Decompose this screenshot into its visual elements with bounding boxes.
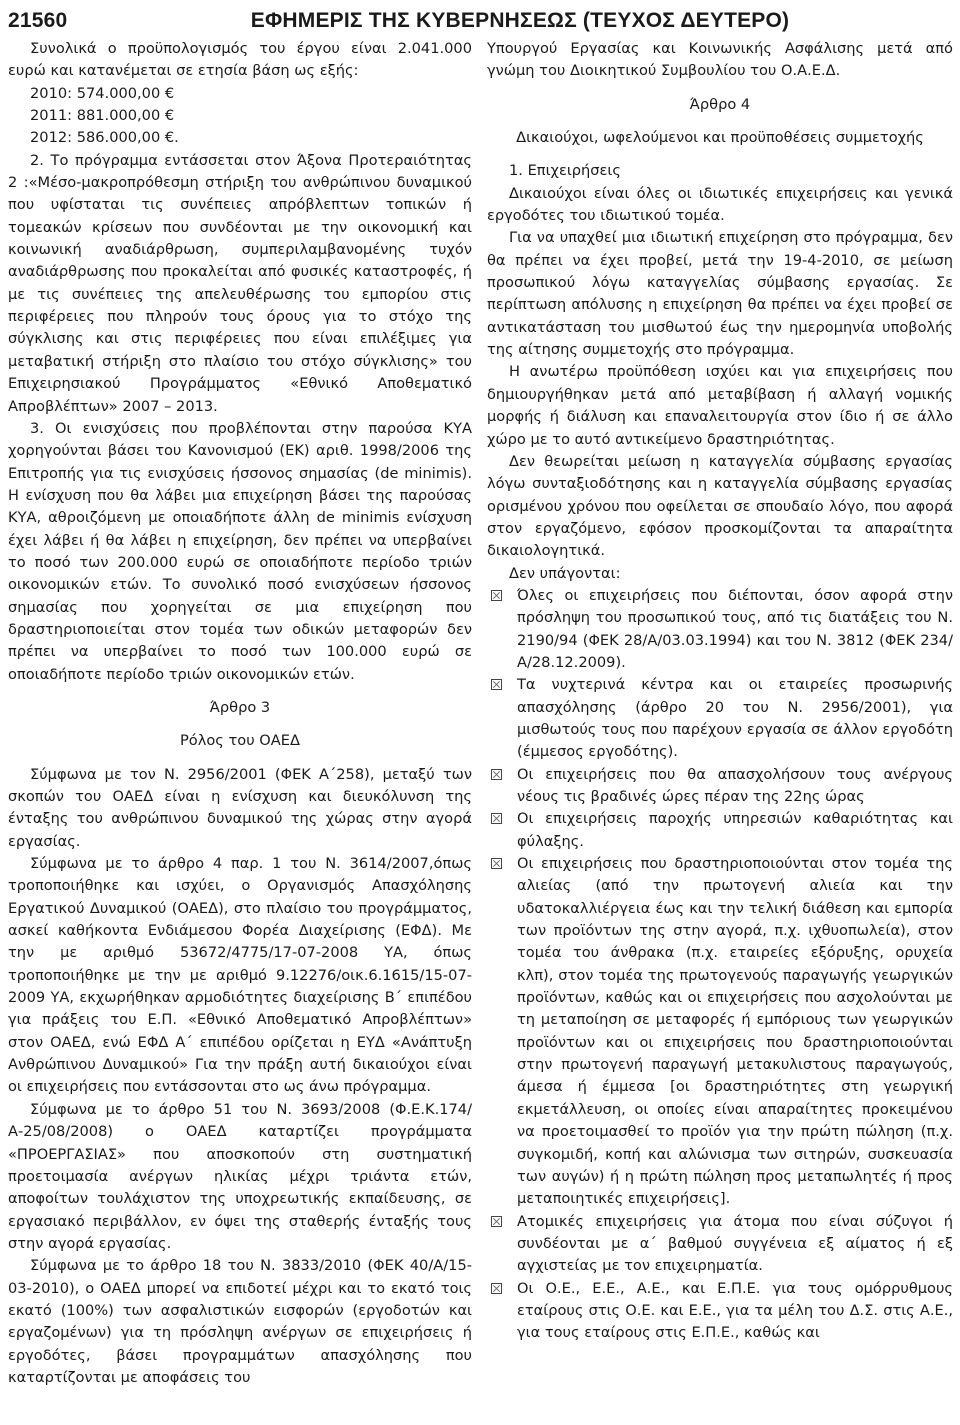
article-3-heading: Άρθρο 3 — [209, 698, 271, 716]
article-3-paragraph-1: Σύμφωνα με τον Ν. 2956/2001 (ΦΕΚ Α΄258), μεταξύ των σκοπών του ΟΑΕΔ είναι η ενίσχυση και διευκόλυνση της ένταξης του ανθρώπινου δυναμικού της χώρας στην αγορά εργασίας. — [8, 765, 472, 850]
article-4-heading: Άρθρο 4 — [689, 95, 751, 113]
left-column — [8, 38, 472, 1389]
article-4-paragraph-1: Δικαιούχοι είναι όλες οι ιδιωτικές επιχειρήσεις και γενικά εργοδότες του ιδιωτικού τομέα. — [487, 184, 953, 225]
exclusion-item — [487, 1211, 953, 1278]
article-3-paragraph-2: Σύμφωνα με το άρθρο 4 παρ. 1 του Ν. 3614/2007,όπως τροποποιήθηκε και ισχύει, ο Οργανισμός Απασχόλησης Εργατικού Δυναμικού (ΟΑΕΔ), στο πλαίσιο του προγράμματος, ασκεί καθήκοντα Ενδιάμεσου Φορέα Διαχείρισης (ΕΦΔ). Με την με αριθμό 53672/4775/17-07-2008 ΥΑ, όπως τροποποιήθηκε με την με αριθμό 9.12276/οικ.6.1615/15-07-2009 ΥΑ, εκχωρήθηκαν αρμοδιότητες διαχείρισης Β΄ επιπέδου για πράξεις του Ε.Π. «Εθνικό Αποθεματικό Απροβλέπτων» στον ΟΑΕΔ, ενώ ΕΦΔ Α΄ επιπέδου ορίζεται η ΕΥΔ «Ανάπτυξη Ανθρώπινου Δυναμικού» Για την πράξη αυτή δικαιούχοι είναι οι επιχειρήσεις που εντάσσονται στο ως άνω πρόγραμμα. — [8, 855, 472, 1096]
budget-intro: Συνολικά ο προϋπολογισμός του έργου είναι 2.041.000 ευρώ και κατανέμεται σε ετησία βάση ως εξής: — [8, 40, 472, 80]
checkbox-glyph-icon — [491, 679, 502, 690]
checkbox-glyph-icon — [491, 858, 502, 869]
article-4-paragraph-4: Δεν θεωρείται μείωση η καταγγελία σύμβασης εργασίας λόγω συνταξιοδότησης και η καταγγελία σύμβασης εργασίας ορισμένου χρόνου που οφείλεται σε σπουδαίο λόγο, που αφορά στον εργαζόμενο, εφόσον προσκομίζονται τα απαραίτητα δικαιολογητικά. — [487, 452, 953, 560]
exclusion-text: Τα νυχτερινά κέντρα και οι εταιρείες προσωρινής απασχόλησης (άρθρο 20 του Ν. 2956/2001), για μισθωτούς τους που παρέχουν εργασία σε άλλον εργοδότη (έμμεσος εργοδότης). — [517, 676, 953, 761]
exclusion-item — [487, 808, 953, 853]
article-4-title: Δικαιούχοι, ωφελούμενοι και προϋποθέσεις συμμετοχής — [516, 129, 924, 147]
exclusion-text: Οι επιχειρήσεις που θα απασχολήσουν τους ανέργους νέους τις βραδινές ώρες πέραν της 22ης ώρας — [517, 765, 953, 805]
article-4-paragraph-3: Η ανωτέρω προϋπόθεση ισχύει και για επιχειρήσεις που δημιουργήθηκαν μετά από μεταβίβαση ή αλλαγή νομικής μορφής ή διάλυση και επαναλειτουργία στον ίδιο ή σε άλλο χώρο με το αυτό αντικείμενο δραστηριότητας. — [487, 363, 953, 448]
exclusion-text: Όλες οι επιχειρήσεις που διέπονται, όσον αφορά στην πρόσληψη του προσωπικού τους, από τις διατάξεις του Ν. 2190/94 (ΦΕΚ 28/Α/03.03.1994) και του Ν. 3812 (ΦΕΚ 234/Α/28.12.2009). — [517, 586, 953, 671]
budget-2012: 2012: 586.000,00 €. — [30, 129, 179, 147]
page-number: 21560 — [8, 9, 68, 32]
exclusion-text: Ατομικές επιχειρήσεις για άτομα που είναι σύζυγοι ή συνδέονται με α΄ βαθμού συγγένεια εξ αίματος ή εξ αγχιστείας με τον επιχειρηματία. — [517, 1212, 953, 1275]
article-4-paragraph-2: Για να υπαχθεί μια ιδιωτική επιχείρηση στο πρόγραμμα, δεν θα πρέπει να έχει προβεί, μετά την 19-4-2010, σε μείωση προσωπικού λόγω καταγγελίας σύμβασης εργασίας. Σε περίπτωση απόλυσης η επιχείρηση θα πρέπει να έχει προβεί σε αντικατάσταση του μισθωτού έως την ημερομηνία υποβολής της αίτησης συμμετοχής στο πρόγραμμα. — [487, 229, 953, 359]
checkbox-glyph-icon — [491, 1216, 502, 1227]
checkbox-glyph-icon — [491, 590, 502, 601]
budget-2011: 2011: 881.000,00 € — [30, 107, 175, 125]
article-3-title: Ρόλος του ΟΑΕΔ — [180, 732, 300, 750]
not-eligible-heading: Δεν υπάγονται: — [509, 564, 621, 582]
article-3-paragraph-3: Σύμφωνα με το άρθρο 51 του Ν. 3693/2008 (Φ.Ε.Κ.174/Α-25/08/2008) ο ΟΑΕΔ καταρτίζει προγράμματα «ΠΡΟΕΡΓΑΣΙΑΣ» που αποσκοπούν στη συστηματική προετοιμασία ανέργων ηλικίας μέχρι τριάντα ετών, αποφοίτων τουλάχιστον της υποχρεωτικής εκπαίδευσης, σε εργασιακό περιβάλλον, εν όψει της σταθερής ένταξής τους στην αγορά εργασίας. — [8, 1100, 472, 1252]
continuation-text: Υπουργού Εργασίας και Κοινωνικής Ασφάλισης μετά από γνώμη του Διοικητικού Συμβουλίου του Ο.Α.Ε.Δ. — [487, 40, 953, 80]
exclusion-item — [487, 1278, 953, 1345]
exclusion-text: Οι επιχειρήσεις που δραστηριοποιούνται στον τομέα της αλιείας (από την πρωτογενή αλιεία και την υδατοκαλλιέργεια έως και την τελική διάθεση και εμπορία των προϊόντων της στην αγορά, π.χ. ιχθυοπωλεία), στον τομέα του άνθρακα (π.χ. εταιρείες εξόρυξης, ορυχεία κλπ), στον τομέα της πρωτογενούς παραγωγής γεωργικών προϊόντων, καθώς και οι επιχειρήσεις που ασχολούνται με τη μεταποίηση σε μεταφορές ή εμπόριους των γεωργικών προϊόντων και οι επιχειρήσεις που δραστηριοποιούνται στην πρωτογενή παραγωγή μετακυλιστους παραγωγούς, άμεσα ή έμμεσα [οι δραστηριότητες στη γεωργική εκμετάλλευση, οι οποίες είναι απαραίτητες προκειμένου να προετοιμασθεί το προϊόν για την πρώτη πώληση (π.χ. συγκομιδή, κοπή και αλώνισμα των σιτηρών, συσκευασία των αυγών) ή η πρώτη πώληση προς μεταπωλητές ή προς μεταποιητικές επιχειρήσεις]. — [517, 855, 953, 1208]
exclusion-item — [487, 853, 953, 1211]
checkbox-glyph-icon — [491, 769, 502, 780]
exclusion-item — [487, 764, 953, 809]
checkbox-glyph-icon — [491, 813, 502, 824]
gazette-title: ΕΦΗΜΕΡΙΣ ΤΗΣ ΚΥΒΕΡΝΗΣΕΩΣ (ΤΕΥΧΟΣ ΔΕΥΤΕΡΟ) — [250, 9, 790, 32]
exclusion-text: Οι Ο.Ε., Ε.Ε., Α.Ε., και Ε.Π.Ε. για τους ομόρρυθμους εταίρους στις Ο.Ε. και Ε.Ε., για τα μέλη του Δ.Σ. στις Α.Ε., για τους εταίρους στις Ε.Π.Ε., καθώς και — [517, 1279, 953, 1342]
budget-2010: 2010: 574.000,00 € — [30, 84, 175, 102]
exclusion-text: Οι επιχειρήσεις παροχής υπηρεσιών καθαριότητας και φύλαξης. — [517, 810, 953, 850]
paragraph-3: 3. Οι ενισχύσεις που προβλέπονται στην παρούσα ΚΥΑ χορηγούνται βάσει του Κανονισμού (ΕΚ) αριθ. 1998/2006 της Επιτροπής για τις ενισχύσεις ήσσονος σημασίας (de minimis). Η ενίσχυση που θα λάβει μια επιχείρηση βάσει της παρούσας ΚΥΑ, αθροιζόμενη με οποιαδήποτε άλλη de minimis ενίσχυση έχει λάβει ή θα λάβει η επιχείρηση, δεν πρέπει να υπερβαίνει το ποσό των 200.000 ευρώ σε οποιαδήποτε περίοδο τριών οικονομικών ετών. Το συνολικό ποσό ενισχύσεων ήσσονος σημασίας που χορηγείται σε μια επιχείρηση που δραστηριοποιείται στον τομέα των οδικών μεταφορών δεν πρέπει να υπερβαίνει το ποσό των 100.000 ευρώ σε οποιαδήποτε περίοδο τριών οικονομικών ετών. — [8, 419, 472, 683]
article-3-paragraph-4: Σύμφωνα με το άρθρο 18 του Ν. 3833/2010 (ΦΕΚ 40/Α/15-03-2010), ο ΟΑΕΔ μπορεί να επιδοτεί μέχρι και το εκατό τοις εκατό (100%) των ασφαλιστικών εισφορών (εργοδοτών και εργαζομένων) για τη πρόσληψη ανέργων σε επιχειρήσεις ή εργοδότες, βάσει προγραμμάτων απασχόλησης που καταρτίζονται με αποφάσεις του — [8, 1257, 472, 1386]
page-header — [8, 6, 946, 36]
subsection-1-heading: 1. Επιχειρήσεις — [509, 162, 621, 180]
exclusion-item — [487, 674, 953, 763]
exclusion-item — [487, 585, 953, 674]
checkbox-glyph-icon — [491, 1283, 502, 1294]
paragraph-2: 2. Το πρόγραμμα εντάσσεται στον Άξονα Προτεραιότητας 2 :«Μέσο-μακροπρόθεσμη στήριξη του ανθρώπινου δυναμικού που υφίσταται τις συνέπειες απρόβλεπτων τοπικών ή τομεακών κρίσεων που συνδέονται με την οικονομική και κοινωνική αναδιάρθρωση, συμπεριλαμβανομένης τυχόν αναδιάρθρωσης που προκαλείται από φυσικές καταστροφές, ή με τις συνέπειες της απελευθέρωσης του εμπορίου στις περιφέρειες που πληρούν τους όρους για το στόχο της σύγκλισης και στις περιφέρειες που είναι επιλέξιμες για μεταβατική στήριξη στο πλαίσιο του στόχο σύγκλισης» του Επιχειρησιακού Προγράμματος «Εθνικό Αποθεματικό Απροβλέπτων» 2007 – 2013. — [8, 151, 472, 415]
right-column — [487, 38, 953, 1345]
